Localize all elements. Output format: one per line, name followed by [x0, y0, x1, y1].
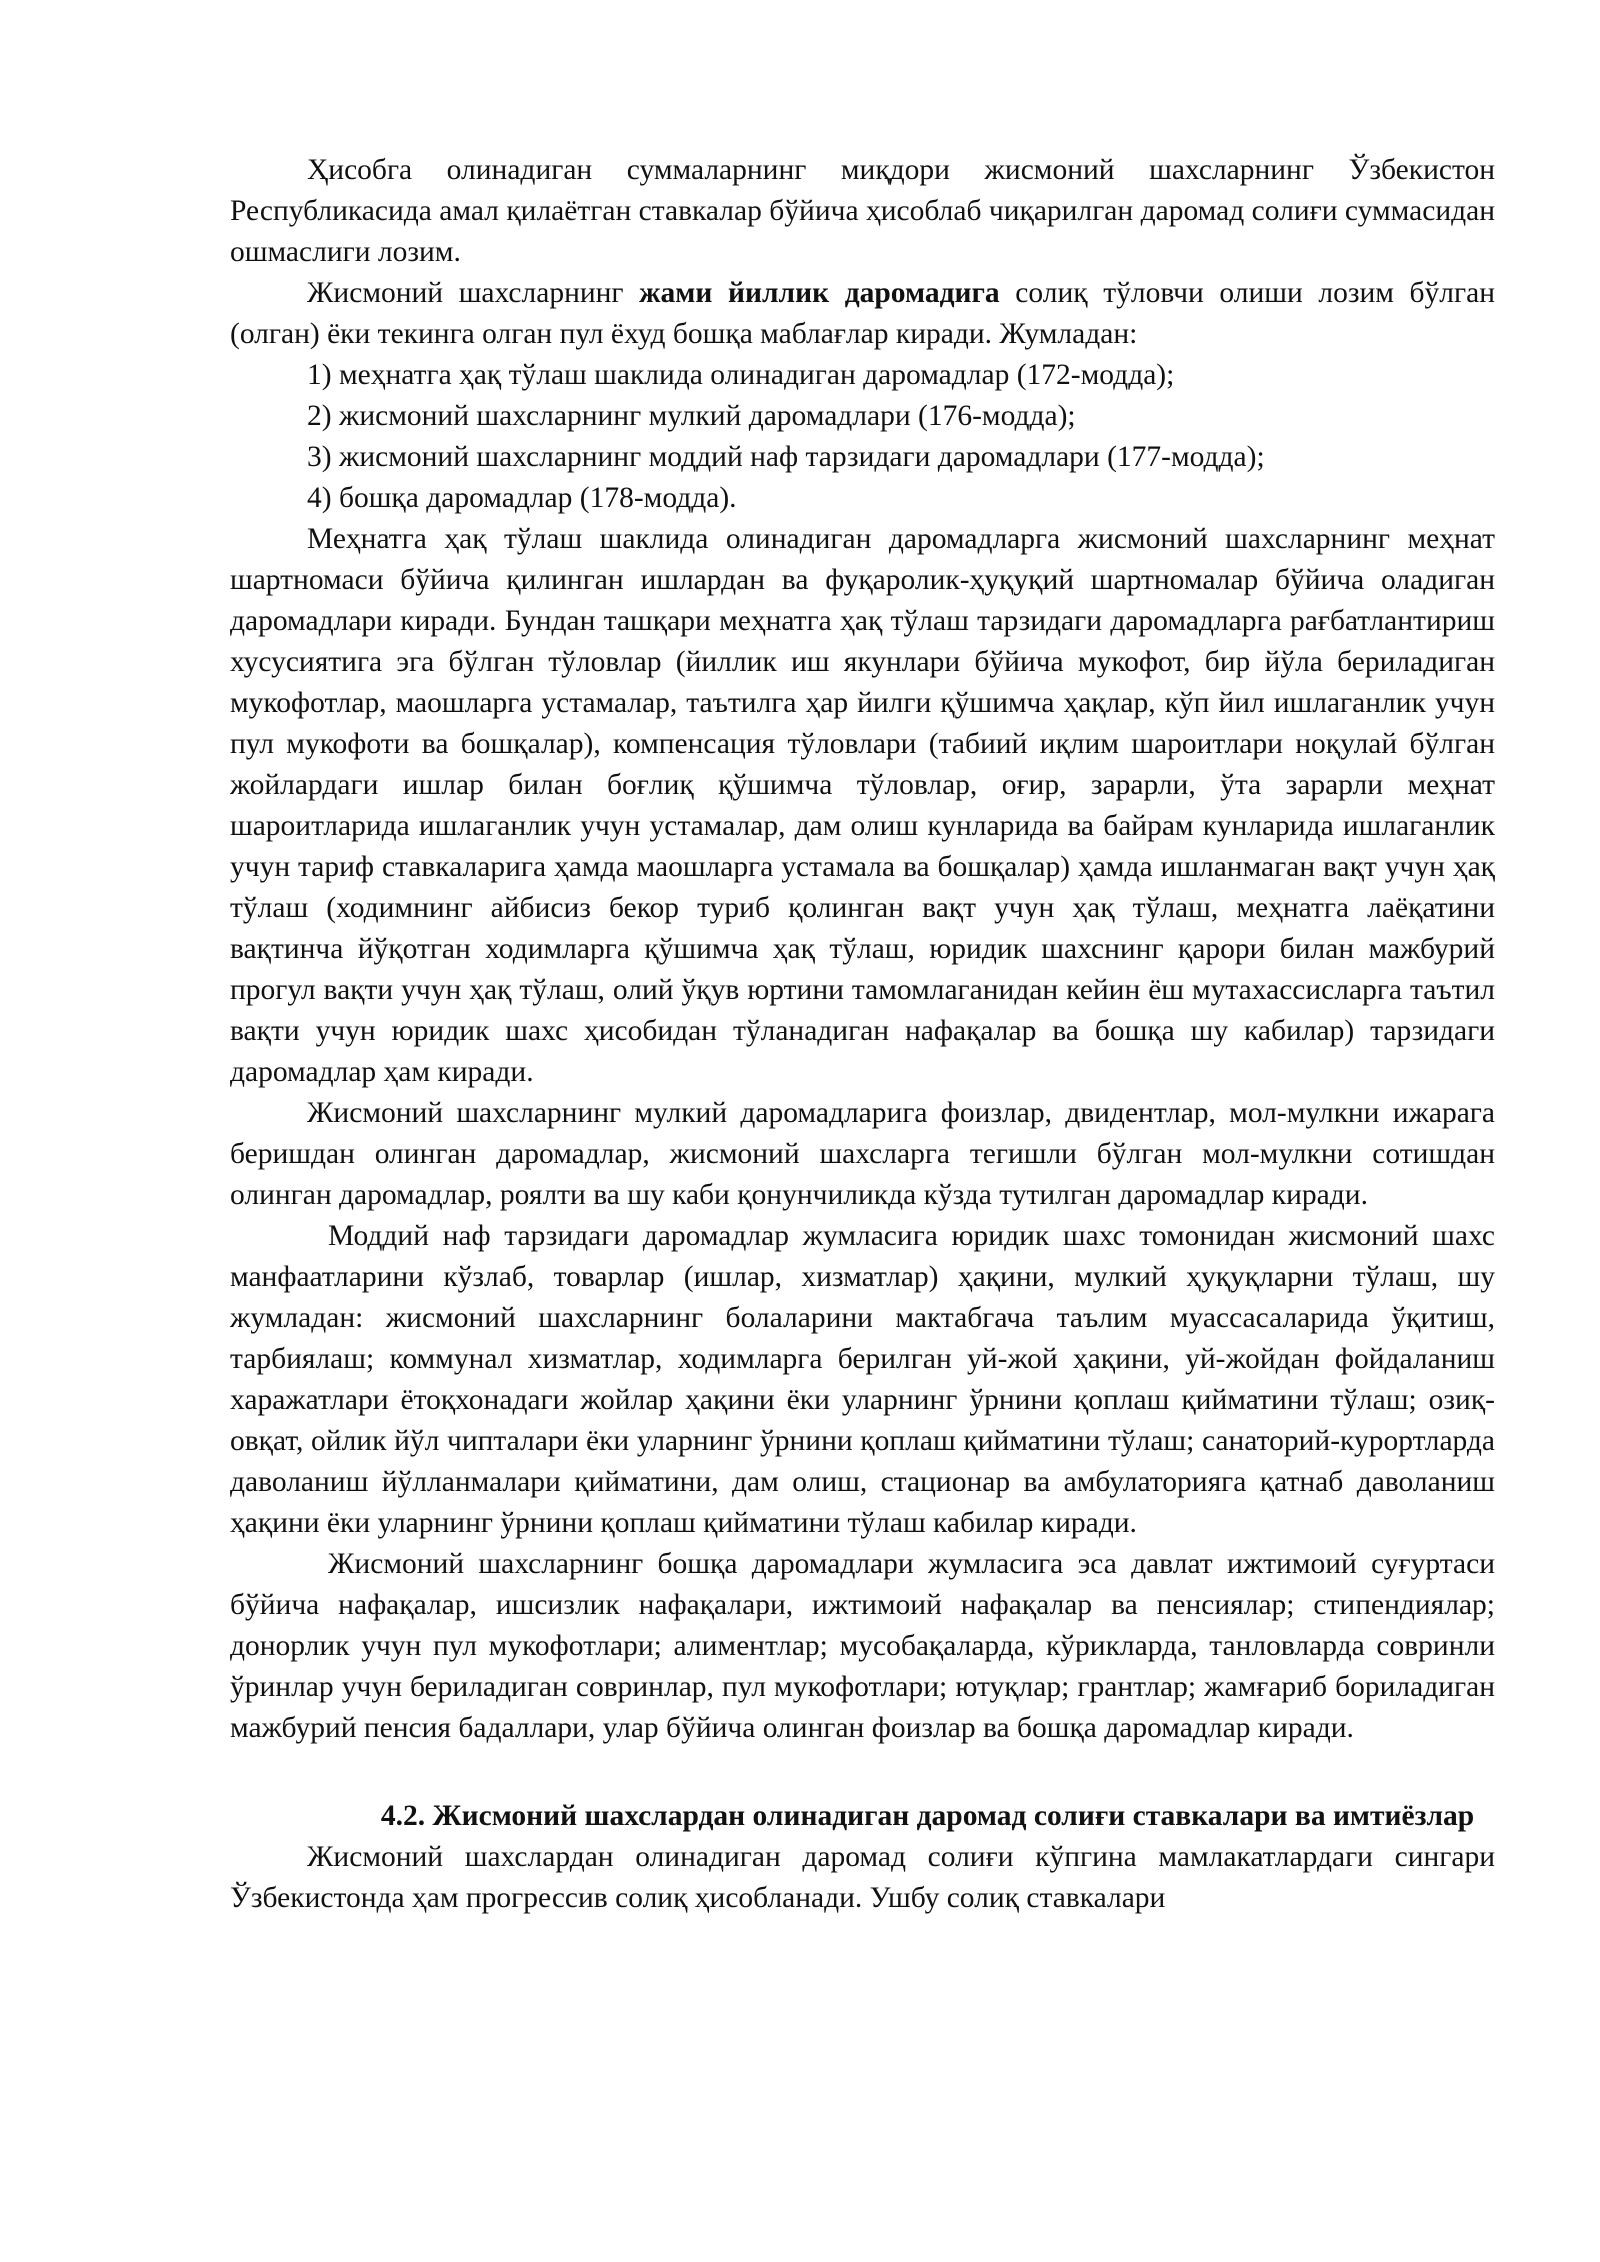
list-item: 1) меҳнатга ҳақ тўлаш шаклида олинадиган даромадлар (172-модда);	[307, 359, 1175, 391]
paragraph-property-income: Жисмоний шахсларнинг мулкий даромадларига фоизлар, двидентлар, мол-мулкни ижарага беришдан олинган даромадлар, жисмоний шахсларга тегишли бўлган мол-мулкни сотишдан олинган даромадлар, роялти ва шу каби қонунчиликда кўзда тутилган даромадлар киради.	[230, 1097, 1495, 1211]
paragraph-calculation-limit: Ҳисобга олинадиган суммаларнинг миқдори жисмоний шахсларнинг Ўзбекистон Республикасида амал қилаётган ставкалар бўйича ҳисоблаб чиқарилган даромад солиғи суммасидан ошмаслиги лозим.	[230, 154, 1495, 268]
list-item: 2) жисмоний шахсларнинг мулкий даромадлари (176-модда);	[307, 400, 1076, 432]
section-heading: 4.2. Жисмоний шахслардан олинадиган даромад солиғи ставкалари ва имтиёзлар	[380, 1800, 1475, 1832]
paragraph-other-income: Жисмоний шахсларнинг бошқа даромадлари жумласига эса давлат ижтимоий суғуртаси бўйича нафақалар, ишсизлик нафақалари, ижтимоий нафақалар ва пенсиялар; стипендиялар; донорлик учун пул мукофотлари; алиментлар; мусобақаларда, кўрикларда, танловларда совринли ўринлар учун бериладиган совринлар, пул мукофотлари; ютуқлар; грантлар; жамғариб бориладиган мажбурий пенсия бадаллари, улар бўйича олинган фоизлар ва бошқа даромадлар киради.	[230, 1548, 1495, 1744]
paragraph-labor-income: Меҳнатга ҳақ тўлаш шаклида олинадиган даромадларга жисмоний шахсларнинг меҳнат шартномаси бўйича қилинган ишлардан ва фуқаролик-ҳуқуқий шартномалар бўйича оладиган даромадлари киради. Бундан ташқари меҳнатга ҳақ тўлаш тарзидаги даромадларга рағбатлантириш хусусиятига эга бўлган тўловлар (йиллик иш якунлари бўйича мукофот, бир йўла бериладиган мукофотлар, маошларга устамалар, таътилга ҳар йилги қўшимча ҳақлар, кўп йил ишлаганлик учун пул мукофоти ва бошқалар), компенсация тўловлари (табиий иқлим шароитлари ноқулай бўлган жойлардаги ишлар билан боғлиқ қўшимча тўловлар, оғир, зарарли, ўта зарарли меҳнат шароитларида ишлаганлик учун устамалар, дам олиш кунларида ва байрам кунларида ишлаганлик учун тариф ставкаларига ҳамда маошларга устамала ва бошқалар) ҳамда ишланмаган вақт учун ҳақ тўлаш (ходимнинг айбисиз бекор туриб қолинган вақт учун ҳақ тўлаш, меҳнатга лаёқатини вақтинча йўқотган ходимларга қўшимча ҳақ тўлаш, юридик шахснинг қарори билан мажбурий прогул вақти учун ҳақ тўлаш, олий ўқув юртини тамомлаганидан кейин ёш мутахассисларга таътил вақти учун юридик шахс ҳисобидан тўланадиган нафақалар ва бошқа шу кабилар) тарзидаги даромадлар ҳам киради.	[230, 523, 1495, 1088]
paragraph-text: Жисмоний шахсларнинг	[307, 277, 640, 309]
list-item: 4) бошқа даромадлар (178-модда).	[307, 482, 737, 514]
paragraph-material-benefit: Моддий наф тарзидаги даромадлар жумласига юридик шахс томонидан жисмоний шахс манфаатларини кўзлаб, товарлар (ишлар, хизматлар) ҳақини, мулкий ҳуқуқларни тўлаш, шу жумладан: жисмоний шахсларнинг болаларини мактабгача таълим муассасаларида ўқитиш, тарбиялаш; коммунал хизматлар, ходимларга берилган уй-жой ҳақини, уй-жойдан фойдаланиш харажатлари ётоқхонадаги жойлар ҳақини ёки уларнинг ўрнини қоплаш қийматини тўлаш; озиқ-овқат, ойлик йўл чипталари ёки уларнинг ўрнини қоплаш қийматини тўлаш; санаторий-курортларда даволаниш йўлланмалари қийматини, дам олиш, стационар ва амбулаторияга қатнаб даволаниш ҳақини ёки уларнинг ўрнини қоплаш қийматини тўлаш кабилар киради.	[230, 1220, 1495, 1539]
paragraph-total-annual-income	[230, 273, 1495, 355]
paragraph-progressive-tax: Жисмоний шахслардан олинадиган даромад солиғи кўпгина мамлакатлардаги сингари Ўзбекистонда ҳам прогрессив солиқ ҳисобланади. Ушбу солиқ ставкалари	[230, 1841, 1495, 1914]
paragraph-text: солиқ тўловчи олиши лозим бўлган (олган) ёки текинга олган пул ёхуд бошқа маблағлар киради. Жумладан:	[230, 277, 1496, 350]
list-item: 3) жисмоний шахсларнинг моддий наф тарзидаги даромадлари (177-модда);	[307, 441, 1265, 473]
document-page	[230, 150, 1495, 1919]
bold-term: жами йиллик даромадига	[639, 277, 1000, 309]
